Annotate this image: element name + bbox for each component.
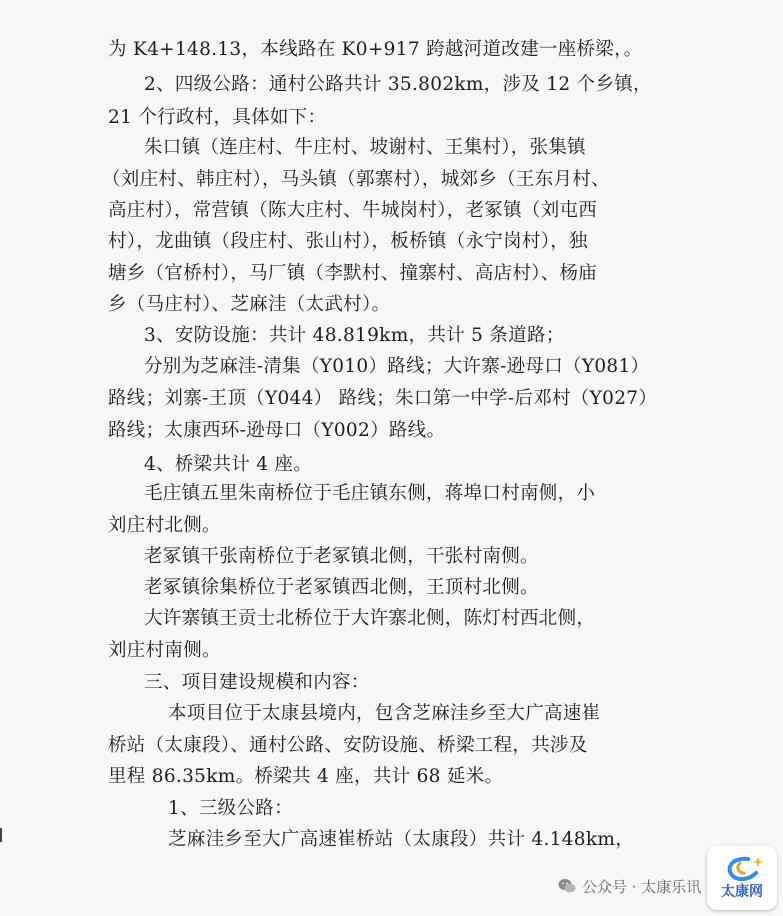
text-line: 3、安防设施：共计 48.819km，共计 5 条道路；	[144, 325, 565, 346]
section-heading: 1、三级公路：	[168, 798, 293, 819]
text-line: 刘庄村南侧。	[108, 640, 221, 661]
text-line: （刘庄村、韩庄村），马头镇（郭寨村），城郊乡（王东月村、	[102, 169, 610, 190]
text-line: 村），龙曲镇（段庄村、张山村），板桥镇（永宁岗村），独	[108, 231, 588, 252]
text-line: 乡（马庄村）、芝麻洼（太武村）。	[108, 294, 391, 315]
taikang-logo-icon	[718, 855, 766, 883]
text-line: 桥站（太康段）、通村公路、安防设施、桥梁工程，共涉及	[108, 735, 588, 756]
text-line: 为 K4+148.13，本线路在 K0+917 跨越河道改建一座桥梁，。	[108, 39, 643, 60]
text-line: 本项目位于太康县境内，包含芝麻洼乡至大广高速崔	[168, 703, 601, 724]
text-line: 路线；刘寨-王顶（Y044） 路线；朱口第一中学-后邓村（Y027）	[108, 388, 658, 409]
text-line: 路线；太康西环-逊母口（Y002）路线。	[108, 420, 446, 441]
text-line: 毛庄镇五里朱南桥位于毛庄镇东侧，蒋埠口村南侧，小	[144, 483, 596, 504]
text-line: 大许寨镇王贡士北桥位于大许寨北侧，陈灯村西北侧，	[144, 608, 596, 629]
site-logo	[707, 846, 777, 910]
text-line: 4、桥梁共计 4 座。	[144, 454, 313, 475]
text-line: 高庄村），常营镇（陈大庄村、牛城岗村），老冢镇（刘屯西	[108, 200, 598, 221]
text-line: 21 个行政村，具体如下：	[108, 107, 327, 128]
source-label: 公众号 · 太康乐讯	[582, 877, 702, 896]
text-line: 芝麻洼乡至大广高速崔桥站（太康段）共计 4.148km，	[168, 829, 634, 850]
wechat-icon	[558, 878, 576, 894]
section-heading: 三、项目建设规模和内容：	[144, 672, 370, 693]
text-line: 刘庄村北侧。	[108, 515, 221, 536]
logo-text: 太康网	[721, 884, 763, 900]
text-line: 塘乡（官桥村），马厂镇（李默村、撞寨村、高店村）、杨庙	[108, 263, 598, 284]
text-line: 分别为芝麻洼-清集（Y010）路线；大许寨-逊母口（Y081）	[144, 356, 650, 377]
source-footer	[558, 873, 701, 899]
text-line: 2、四级公路：通村公路共计 35.802km，涉及 12 个乡镇，	[144, 74, 652, 95]
text-line: 里程 86.35km。桥梁共 4 座，共计 68 延米。	[108, 766, 504, 787]
text-line: 老冢镇徐集桥位于老冢镇西北侧，王顶村北侧。	[144, 577, 539, 598]
page-edge-mark	[0, 828, 2, 842]
text-line: 朱口镇（连庄村、牛庄村、坡谢村、王集村），张集镇	[144, 137, 586, 158]
text-line: 老冢镇干张南桥位于老冢镇北侧，干张村南侧。	[144, 546, 539, 567]
